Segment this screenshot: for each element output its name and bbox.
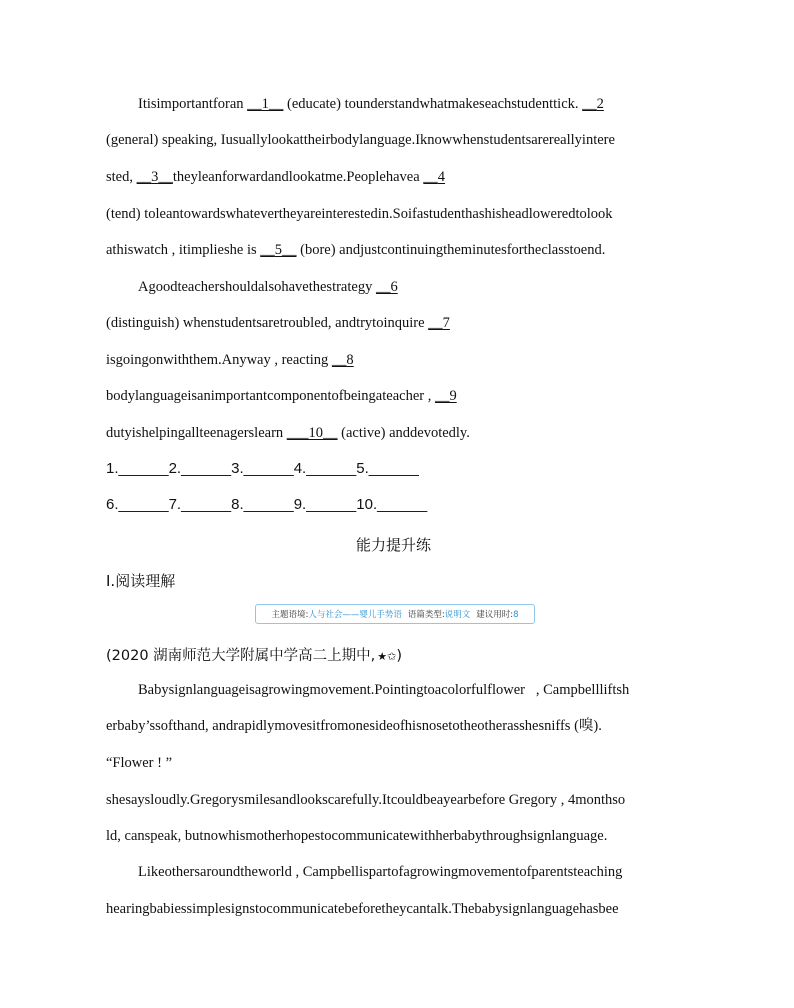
passage2-line-5: ld, canspeak, butnowhismotherhopestocommunicatewithherbabythroughsignlanguage. xyxy=(106,828,608,844)
topic-badge xyxy=(255,604,535,624)
blank-3: 3 xyxy=(151,169,159,185)
badge-time-label: 建议用时: xyxy=(476,610,514,620)
subsection-title: Ⅰ.阅读理解 xyxy=(106,572,176,590)
passage1-line-2: (general) speaking, Iusuallylookattheirbodylanguage.Iknowwhenstudentsarereallyintere xyxy=(106,132,615,148)
answer-row-2: 6.______7.______8.______9.______10.______ xyxy=(106,496,428,513)
source-line xyxy=(106,644,402,665)
badge-topic-value: 人与社会——婴儿手势语 xyxy=(308,610,402,620)
passage1-line-8: isgoingonwiththem.Anyway , reacting __8 xyxy=(106,352,354,368)
passage1-line-7: (distinguish) whenstudentsaretroubled, andtrytoinquire __7 xyxy=(106,315,450,331)
passage2-line-7: hearingbabiessimplesignstocommunicatebeforetheycantalk.Thebabysignlanguagehasbee xyxy=(106,901,619,917)
badge-time-value: 8 xyxy=(513,610,519,620)
blank-5: 5 xyxy=(274,242,282,258)
section-title: 能力提升练 xyxy=(356,536,432,554)
badge-genre-label: 语篇类型: xyxy=(407,610,445,620)
blank-6: 6 xyxy=(390,279,398,295)
passage2-line-2: erbaby’ssofthand, andrapidlymovesitfromonesideofhisnosetotheotherasshesniffs (嗅). xyxy=(106,718,602,734)
answer-row-1: 1.______2.______3.______4.______5.______ xyxy=(106,460,419,477)
blank-4: 4 xyxy=(437,169,446,185)
source-close: ) xyxy=(396,648,403,664)
passage1-line-5: athiswatch , itimplieshe is __5__ (bore) andjustcontinuingtheminutesfortheclasstoend. xyxy=(106,242,606,258)
passage1-line-9: bodylanguageisanimportantcomponentofbeingateacher , __9 xyxy=(106,388,457,404)
blank-7: 7 xyxy=(442,315,450,331)
source-text: (2020 湖南师范大学附属中学高二上期中, xyxy=(106,648,376,664)
passage2-line-3: “Flower ! ” xyxy=(106,755,173,771)
difficulty-star-icon: ★✩ xyxy=(377,650,397,663)
passage2-line-6: Likeothersaroundtheworld , Campbellispartofagrowingmovementofparentsteaching xyxy=(138,864,623,880)
passage1-line-4: (tend) toleantowardswhatevertheyareinterestedin.Soifastudenthashisheadloweredtolook xyxy=(106,206,613,222)
blank-1: 1 xyxy=(261,96,269,112)
badge-genre-value: 说明文 xyxy=(444,610,471,620)
passage1-line-10: dutyishelpingallteenagerslearn ___10__ (active) anddevotedly. xyxy=(106,425,470,441)
blank-10: 10 xyxy=(308,425,324,441)
passage1-line-3: sted, __3__theyleanforwardandlookatme.Peoplehavea __4 xyxy=(106,169,446,185)
passage1-line-1: Itisimportantforan __1__ (educate) tounderstandwhatmakeseachstudenttick. __2 xyxy=(138,96,604,112)
blank-9: 9 xyxy=(449,388,457,404)
badge-topic-label: 主题语境: xyxy=(271,610,309,620)
passage2-line-4: shesaysloudly.Gregorysmilesandlookscarefully.Itcouldbeayearbefore Gregory , 4monthso xyxy=(106,792,626,808)
blank-2: 2 xyxy=(596,96,604,112)
blank-8: 8 xyxy=(346,352,354,368)
passage2-line-1: Babysignlanguageisagrowingmovement.Pointingtoacolorfulflower , Campbellliftsh xyxy=(138,682,630,698)
passage1-line-6: Agoodteachershouldalsohavethestrategy __6 xyxy=(138,279,398,295)
